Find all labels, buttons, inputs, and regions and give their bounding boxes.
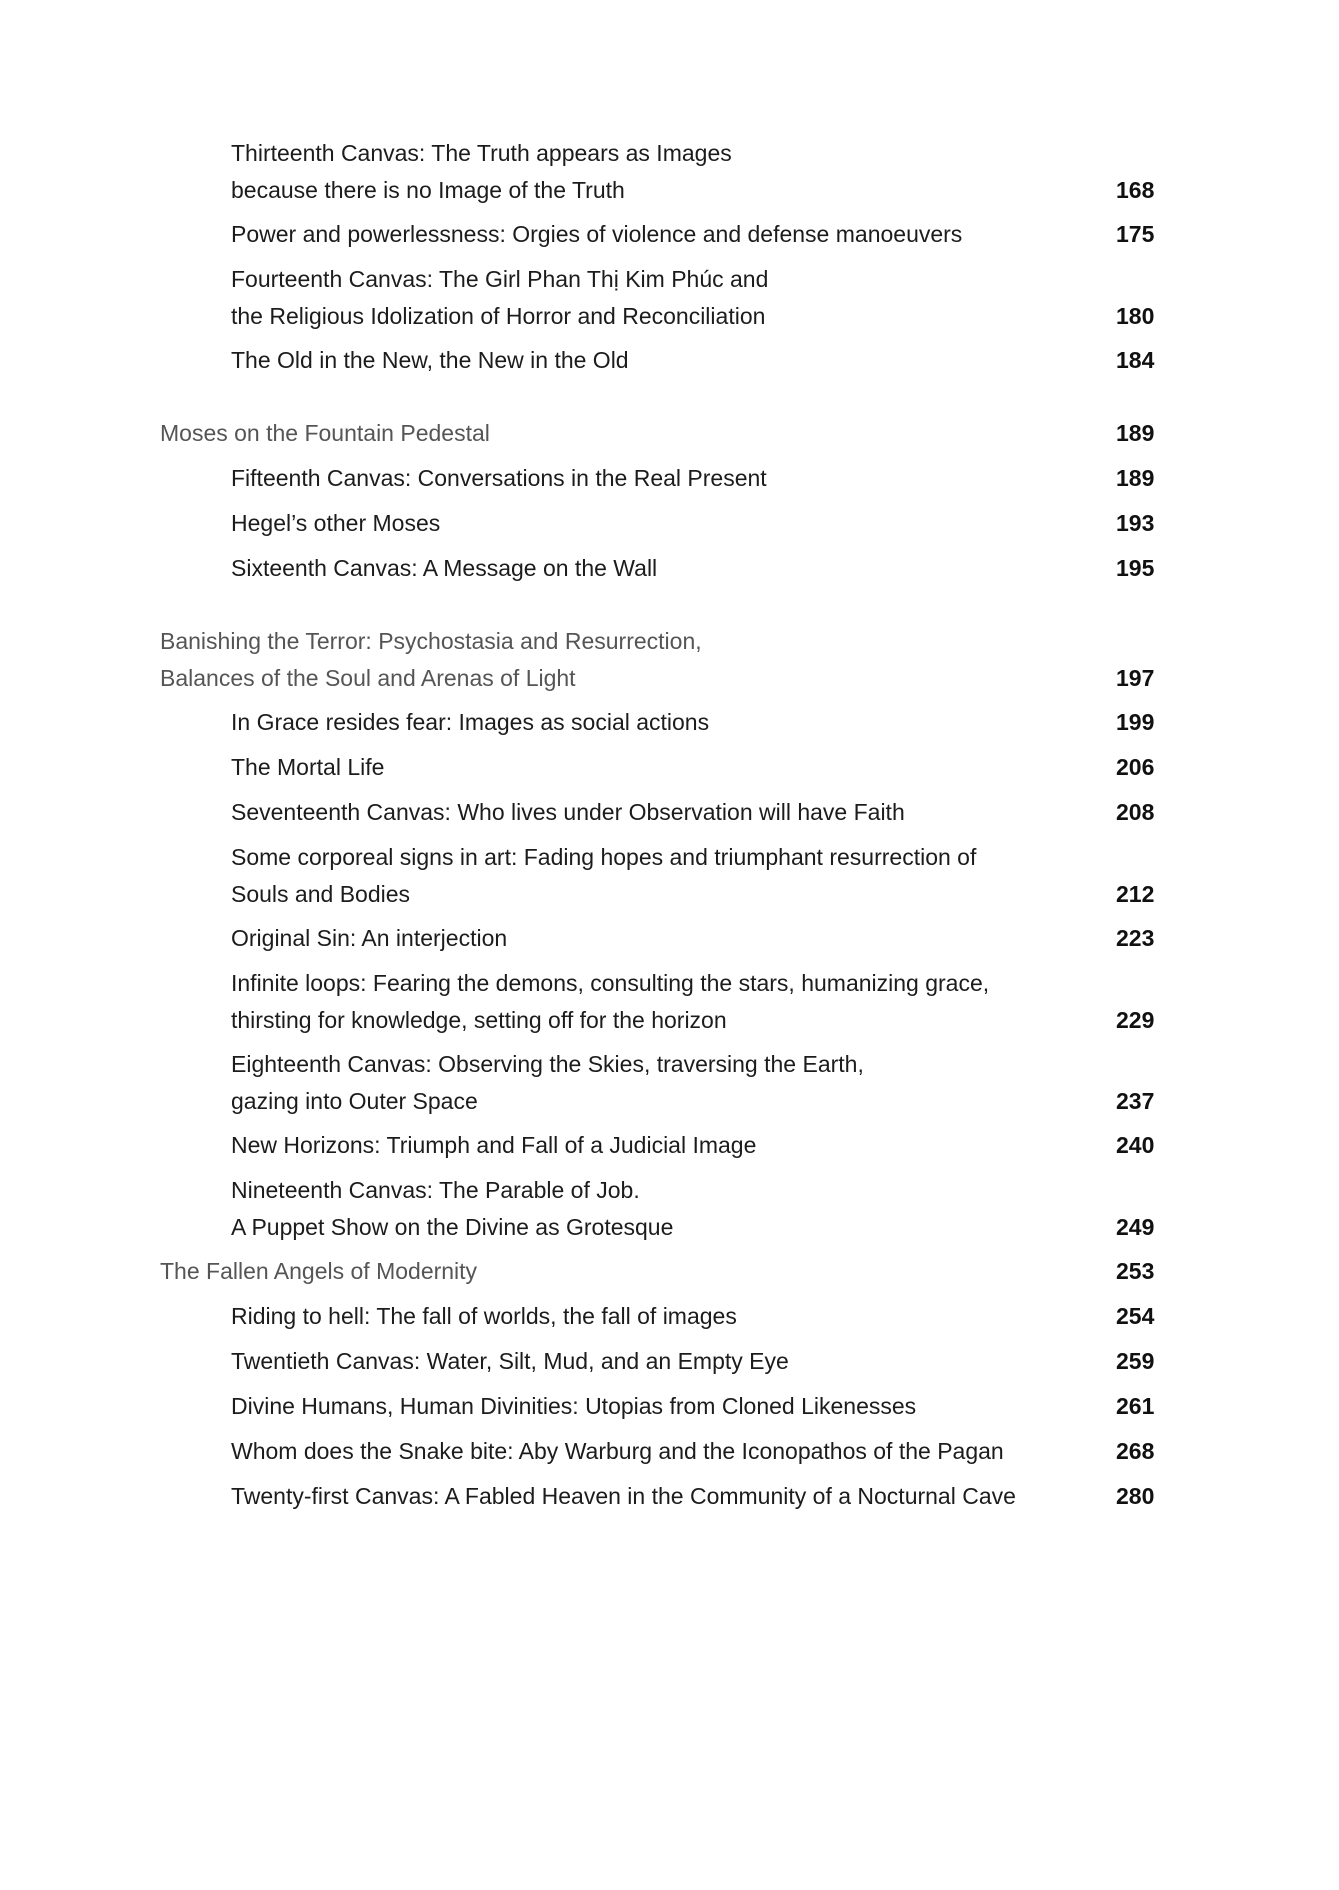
toc-entry-title — [231, 1172, 673, 1245]
toc-subsection-entry — [0, 839, 1339, 912]
toc-subsection-entry — [0, 965, 1339, 1038]
toc-entry-title — [231, 342, 629, 379]
toc-entry-title-line: gazing into Outer Space — [231, 1087, 478, 1114]
toc-page-number: 193 — [1116, 510, 1155, 536]
toc-entry-title-line: Hegel’s other Moses — [231, 510, 441, 536]
toc-entry-title-line: Divine Humans, Human Divinities: Utopias from Cloned Likenesses — [231, 1393, 917, 1419]
toc-page-number: 180 — [1116, 302, 1155, 329]
toc-entry-title — [231, 460, 767, 497]
toc-subsection-entry — [0, 1298, 1339, 1335]
toc-entry-title — [231, 749, 384, 786]
toc-subsection-entry — [0, 1388, 1339, 1425]
toc-page-number: 229 — [1116, 1006, 1155, 1033]
toc-entry-title — [231, 1046, 864, 1119]
toc-entry-title — [231, 1127, 756, 1164]
toc-entry-title-line: thirsting for knowledge, setting off for the horizon — [231, 1006, 727, 1033]
toc-subsection-entry — [0, 460, 1339, 497]
toc-subsection-entry — [0, 505, 1339, 542]
toc-section-entry — [0, 623, 1339, 696]
toc-page-number: 223 — [1116, 925, 1155, 951]
toc-page-number: 237 — [1116, 1087, 1155, 1114]
toc-page-number: 268 — [1116, 1438, 1155, 1464]
toc-page-number: 212 — [1116, 880, 1155, 907]
toc-entry-title — [160, 415, 490, 452]
toc-entry-title — [231, 965, 989, 1038]
toc-entry-title-line: Souls and Bodies — [231, 880, 411, 907]
toc-page-number: 206 — [1116, 754, 1155, 780]
toc-entry-title-line: The Mortal Life — [231, 754, 385, 780]
toc-entry-title — [160, 1253, 477, 1290]
toc-page-number: 168 — [1116, 176, 1155, 203]
toc-entry-title-line: The Old in the New, the New in the Old — [231, 347, 629, 373]
toc-entry-title-line: Some corporeal signs in art: Fading hopes and triumphant resurrection of — [231, 844, 977, 870]
toc-page-number: 195 — [1116, 555, 1155, 581]
toc-page-number: 199 — [1116, 709, 1155, 735]
toc-subsection-entry — [0, 704, 1339, 741]
toc-entry-title — [231, 261, 768, 334]
toc-entry-title-line: A Puppet Show on the Divine as Grotesque — [231, 1213, 674, 1240]
toc-entry-title-line: The Fallen Angels of Modernity — [160, 1258, 478, 1284]
toc-entry-title — [231, 839, 976, 912]
toc-page-number: 240 — [1116, 1132, 1155, 1158]
toc-subsection-entry — [0, 1046, 1339, 1119]
toc-page-number: 189 — [1116, 420, 1155, 446]
toc-subsection-entry — [0, 342, 1339, 379]
toc-subsection-entry — [0, 920, 1339, 957]
toc-entry-title — [231, 1478, 1016, 1515]
toc-entry-title — [231, 505, 440, 542]
toc-subsection-entry — [0, 135, 1339, 208]
toc-page-number: 189 — [1116, 465, 1155, 491]
toc-entry-title-line: Fourteenth Canvas: The Girl Phan Thị Kim Phúc and — [231, 266, 769, 292]
toc-page-number: 280 — [1116, 1483, 1155, 1509]
toc-entry-title — [231, 794, 905, 831]
toc-entry-title-line: Original Sin: An interjection — [231, 925, 508, 951]
toc-page-number: 249 — [1116, 1213, 1155, 1240]
toc-subsection-entry — [0, 1343, 1339, 1380]
toc-section-entry — [0, 1253, 1339, 1290]
toc-entry-title-line: Eighteenth Canvas: Observing the Skies, traversing the Earth, — [231, 1051, 864, 1077]
toc-entry-title-line: Moses on the Fountain Pedestal — [160, 420, 490, 446]
toc-entry-title — [160, 623, 702, 696]
toc-entry-title-line: Whom does the Snake bite: Aby Warburg and the Iconopathos of the Pagan — [231, 1438, 1004, 1464]
toc-page-number: 175 — [1116, 221, 1155, 247]
toc-section-entry — [0, 415, 1339, 452]
toc-entry-title-line: Twenty-first Canvas: A Fabled Heaven in the Community of a Nocturnal Cave — [231, 1483, 1016, 1509]
toc-subsection-entry — [0, 1127, 1339, 1164]
toc-entry-title-line: Thirteenth Canvas: The Truth appears as Images — [231, 140, 732, 166]
toc-entry-title-line: New Horizons: Triumph and Fall of a Judicial Image — [231, 1132, 757, 1158]
toc-page-number: 197 — [1116, 664, 1155, 691]
toc-entry-title — [231, 704, 709, 741]
toc-entry-title-line: Twentieth Canvas: Water, Silt, Mud, and an Empty Eye — [231, 1348, 789, 1374]
toc-page-number: 208 — [1116, 799, 1155, 825]
toc-subsection-entry — [0, 1433, 1339, 1470]
toc-entry-title-line: Seventeenth Canvas: Who lives under Observation will have Faith — [231, 799, 905, 825]
toc-entry-title — [231, 920, 507, 957]
toc-subsection-entry — [0, 1478, 1339, 1515]
toc-subsection-entry — [0, 1172, 1339, 1245]
toc-entry-title — [231, 1298, 737, 1335]
toc-entry-title-line: Sixteenth Canvas: A Message on the Wall — [231, 555, 658, 581]
toc-entry-title-line: the Religious Idolization of Horror and Reconciliation — [231, 302, 766, 329]
toc-page-number: 254 — [1116, 1303, 1155, 1329]
toc-entry-title-line: Power and powerlessness: Orgies of violence and defense manoeuvers — [231, 221, 963, 247]
toc-entry-title — [231, 216, 962, 253]
toc-subsection-entry — [0, 794, 1339, 831]
toc-page-number: 259 — [1116, 1348, 1155, 1374]
toc-subsection-entry — [0, 550, 1339, 587]
toc-page-number: 261 — [1116, 1393, 1155, 1419]
toc-page-number: 184 — [1116, 347, 1155, 373]
toc-entry-title — [231, 1433, 1004, 1470]
toc-entry-title-line: because there is no Image of the Truth — [231, 176, 625, 203]
toc-subsection-entry — [0, 261, 1339, 334]
toc-page-number: 253 — [1116, 1258, 1155, 1284]
toc-entry-title-line: Riding to hell: The fall of worlds, the fall of images — [231, 1303, 737, 1329]
toc-entry-title-line: Infinite loops: Fearing the demons, consulting the stars, humanizing grace, — [231, 970, 990, 996]
toc-entry-title — [231, 550, 657, 587]
toc-entry-title — [231, 135, 732, 208]
toc-entry-title-line: Balances of the Soul and Arenas of Light — [160, 664, 576, 691]
toc-entry-title-line: In Grace resides fear: Images as social actions — [231, 709, 710, 735]
toc-entry-title-line: Fifteenth Canvas: Conversations in the Real Present — [231, 465, 767, 491]
toc-entry-title — [231, 1343, 789, 1380]
toc-entry-title-line: Nineteenth Canvas: The Parable of Job. — [231, 1177, 640, 1203]
toc-entry-title-line: Banishing the Terror: Psychostasia and Resurrection, — [160, 628, 702, 654]
toc-entry-title — [231, 1388, 916, 1425]
toc-subsection-entry — [0, 749, 1339, 786]
toc-subsection-entry — [0, 216, 1339, 253]
